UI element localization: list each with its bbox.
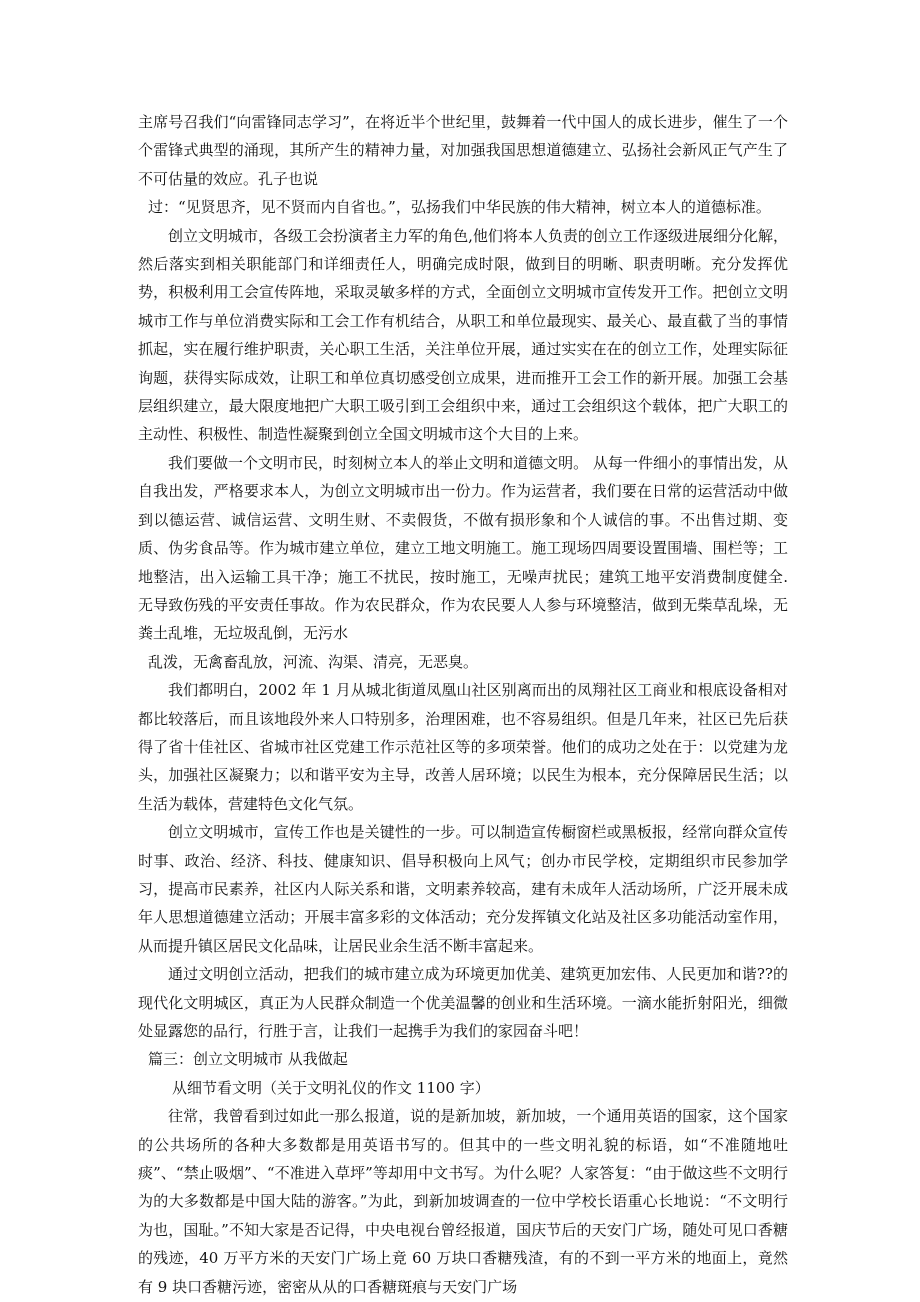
paragraph-fengxiang-community: 我们都明白，2002 年 1 月从城北街道凤凰山社区别离而出的凤翔社区工商业和根底设备相对都比较落后，而且该地段外来人口特别多，治理困难，也不容易组织。但是几年来，社区已先后获得了省十佳社区、省城市社区党建工作示范社区等的多项荣誉。他们的成功之处在于：以党建为龙头，加强社区凝聚力；以和谐平安为主导，改善人居环境；以民生为根本，充分保障居民生活；以生活为载体，营建特色文化气氛。 (138, 681, 788, 813)
paragraph-trade-union: 创立文明城市，各级工会扮演者主力军的角色,他们将本人负责的创立工作逐级进展细分化解，然后落实到相关职能部门和详细责任人，明确完成时限，做到目的明晰、职责明晰。充分发挥优势，积极利用工会宣传阵地，采取灵敏多样的方式，全面创立文明城市宣传发开工作。把创立文明城市工作与单位消费实际和工会工作有机结合，从职工和单位最现实、最关心、最直截了当的事情抓起，实在履行维护职责，关心职工生活，关注单位开展，通过实实在在的创立工作，处理实际征询题，获得实际成效，让职工和单位真切感受创立成果，进而推开工会工作的新开展。加强工会基层组织建立，最大限度地把广大职工吸引到工会组织中来，通过工会组织这个载体，把广大职工的主动性、积极性、制造性凝聚到创立全国文明城市这个大目的上来。 (138, 226, 788, 444)
paragraph-lei-feng: 主席号召我们“向雷锋同志学习”，在将近半个世纪里，鼓舞着一代中国人的成长进步，催生了一个个雷锋式典型的涌现，其所产生的精神力量，对加强我国思想道德建立、弘扬社会新风正气产生了不可估量的效应。孔子也说 (138, 113, 788, 188)
paragraph-civilized-citizen: 我们要做一个文明市民，时刻树立本人的举止文明和道德文明。 从每一件细小的事情出发，从自我出发，严格要求本人，为创立文明城市出一份力。作为运营者，我们要在日常的运营活动中做到以德运营、诚信运营、文明生财、不卖假货，不做有损形象和个人诚信的事。不出售过期、变质、伪劣食品等。作为城市建立单位，建立工地文明施工。施工现场四周要设置围墙、围栏等；工地整洁，出入运输工具干净；施工不扰民，按时施工，无噪声扰民；建筑工地平安消费制度健全. 无导致伤残的平安责任事故。作为农民群众，作为农民要人人参与环境整洁，做到无柴草乱垛，无粪土乱堆，无垃圾乱倒，无污水 (138, 453, 788, 643)
section-title: 篇三：创立文明城市 从我做起 (148, 1050, 348, 1069)
document-body (138, 108, 788, 1301)
paragraph-confucius-quote: 过：“见贤思齐，见不贤而内自省也。”，弘扬我们中华民族的伟大精神，树立本人的道德标准。 (148, 198, 771, 217)
paragraph-conclusion: 通过文明创立活动，把我们的城市建立成为环境更加优美、建筑更加宏伟、人民更加和谐??的现代化文明城区，真正为人民群众制造一个优美温馨的创业和生活环境。一滴水能折射阳光，细微处显露您的品行，行胜于言，让我们一起携手为我们的家园奋斗吧！ (138, 965, 788, 1040)
section-subtitle: 从细节看文明（关于文明礼仪的作文 1100 字） (172, 1078, 490, 1097)
paragraph-publicity: 创立文明城市，宣传工作也是关键性的一步。可以制造宣传橱窗栏或黑板报，经常向群众宣传时事、政治、经济、科技、健康知识、倡导积极向上风气；创办市民学校，定期组织市民参加学习，提高市民素养，社区内人际关系和谐，文明素养较高，建有未成年人活动场所，广泛开展未成年人思想道德建立活动；开展丰富多彩的文体活动；充分发挥镇文化站及社区多功能活动室作用，从而提升镇区居民文化品味，让居民业余生活不断丰富起来。 (138, 823, 788, 955)
paragraph-singapore: 往常，我曾看到过如此一那么报道，说的是新加坡，新加坡，一个通用英语的国家，这个国家的公共场所的各种大多数都是用英语书写的。但其中的一些文明礼貌的标语，如“不准随地吐痰”、“禁止吸烟”、“不准进入草坪”等却用中文书写。为什么呢？人家答复：“由于做这些不文明行为的大多数都是中国大陆的游客。”为此，到新加坡调查的一位中学校长语重心长地说：“不文明行为也，国耻。”不知大家是否记得，中央电视台曾经报道，国庆节后的天安门广场，随处可见口香糖的残迹，40 万平方米的天安门广场上竟 60 万块口香糖残渣，有的不到一平方米的地面上，竟然有 9 块口香糖污迹，密密从从的口香糖斑痕与天安门广场 (138, 1107, 788, 1296)
paragraph-civilized-citizen-cont: 乱泼，无禽畜乱放，河流、沟渠、清亮，无恶臭。 (148, 652, 479, 671)
